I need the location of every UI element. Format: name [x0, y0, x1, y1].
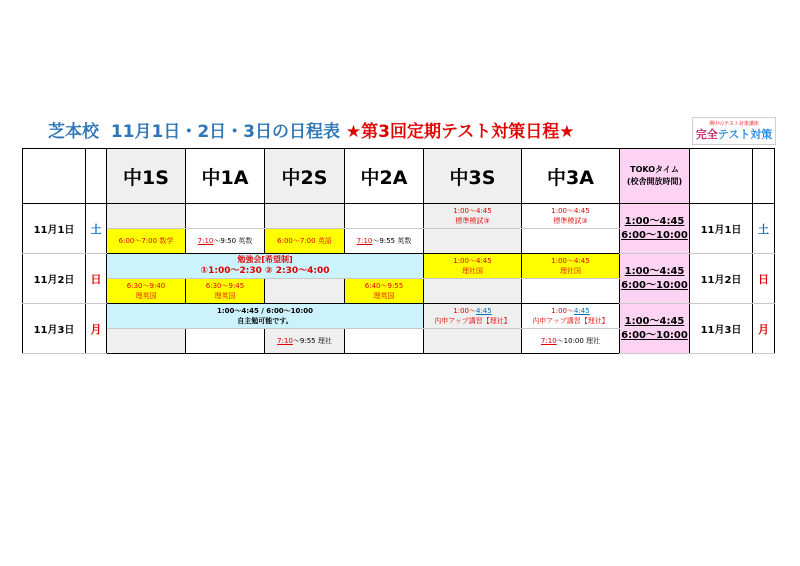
day2-c1s-class: 6:30～9:40 理英国	[107, 279, 186, 304]
header-c1a: 中1A	[186, 149, 265, 204]
day3-open-study: 1:00～4:45 / 6:00～10:00 自主勉可能です。	[107, 304, 424, 329]
day3-dow: 月	[86, 304, 107, 354]
day3-c3s-class: 1:00～4:45 内申アップ講習【理社】	[424, 304, 522, 329]
day3-c2a-empty	[345, 329, 424, 354]
logo-text: 完全テスト対策	[695, 128, 773, 141]
day1-c1s-class: 6:00～7:00 数学	[107, 229, 186, 254]
day3-dow-right: 月	[753, 304, 775, 354]
corner-cell	[753, 149, 775, 204]
title-test: ★第3回定期テスト対策日程★	[345, 122, 575, 142]
header-c3s: 中3S	[424, 149, 522, 204]
corner-cell	[86, 149, 107, 204]
header-row	[23, 149, 775, 204]
day3-toko: 1:00～4:45 6:00～10:00	[620, 304, 690, 354]
day1-top-row	[23, 204, 775, 229]
day1-dow-right: 土	[753, 204, 775, 254]
day2-toko: 1:00～4:45 6:00～10:00	[620, 254, 690, 304]
day2-c2s-empty	[265, 279, 345, 304]
day1-c2s-slot	[265, 204, 345, 229]
title-dates: 11月1日・2日・3日の日程表	[110, 122, 340, 142]
day2-c1a-class: 6:30～9:45 理英国	[186, 279, 265, 304]
day3-c2s-class: 7:10～9:55 理社	[265, 329, 345, 354]
title-school: 芝本校	[48, 122, 99, 142]
day1-c3a-mock: 1:00～4:45 標準模試③	[522, 204, 620, 229]
day3-c3a-evening: 7:10～10:00 理社	[522, 329, 620, 354]
day2-c3s-empty	[424, 279, 522, 304]
day3-c3s-empty	[424, 329, 522, 354]
day1-c3s-mock: 1:00～4:45 標準模試③	[424, 204, 522, 229]
corner-cell	[690, 149, 753, 204]
header-toko: TOKOタイム (校舎開放時間)	[620, 149, 690, 204]
day2-c2a-class: 6:40～9:55 理英国	[345, 279, 424, 304]
day1-c2a-slot	[345, 204, 424, 229]
header-c2a: 中2A	[345, 149, 424, 204]
header-c2s: 中2S	[265, 149, 345, 204]
day1-c1s-slot	[107, 204, 186, 229]
day2-date: 11月2日	[23, 254, 86, 304]
header-c3a: 中3A	[522, 149, 620, 204]
day3-c1s-empty	[107, 329, 186, 354]
day1-c2s-class: 6:00～7:00 英語	[265, 229, 345, 254]
day1-dow: 土	[86, 204, 107, 254]
day1-c3a-empty	[522, 229, 620, 254]
day2-study-session: 勉強会[希望制] ①1:00～2:30 ② 2:30～4:00	[107, 254, 424, 279]
day2-dow: 日	[86, 254, 107, 304]
day2-top-row	[23, 254, 775, 279]
day3-c1a-empty	[186, 329, 265, 354]
day1-c2a-class: 7:10～9:55 英数	[345, 229, 424, 254]
logo-tagline: 期中のテスト対策講座	[709, 121, 759, 127]
day3-c3a-class: 1:00～4:45 内申アップ講習【理社】	[522, 304, 620, 329]
header-c1s: 中1S	[107, 149, 186, 204]
schedule-table	[22, 148, 775, 354]
day1-c1a-slot	[186, 204, 265, 229]
day1-date: 11月1日	[23, 204, 86, 254]
day2-c3a-class: 1:00～4:45 理社国	[522, 254, 620, 279]
day1-date-right: 11月1日	[690, 204, 753, 254]
corner-cell	[23, 149, 86, 204]
test-prep-logo	[692, 117, 776, 145]
day1-toko: 1:00～4:45 6:00～10:00	[620, 204, 690, 254]
day3-top-row	[23, 304, 775, 329]
day3-date: 11月3日	[23, 304, 86, 354]
day2-c3a-empty	[522, 279, 620, 304]
page-title	[48, 120, 575, 144]
day2-date-right: 11月2日	[690, 254, 753, 304]
day2-dow-right: 日	[753, 254, 775, 304]
day3-date-right: 11月3日	[690, 304, 753, 354]
day1-c3s-empty	[424, 229, 522, 254]
day1-c1a-class: 7:10～9:50 英数	[186, 229, 265, 254]
day2-c3s-class: 1:00～4:45 理社国	[424, 254, 522, 279]
